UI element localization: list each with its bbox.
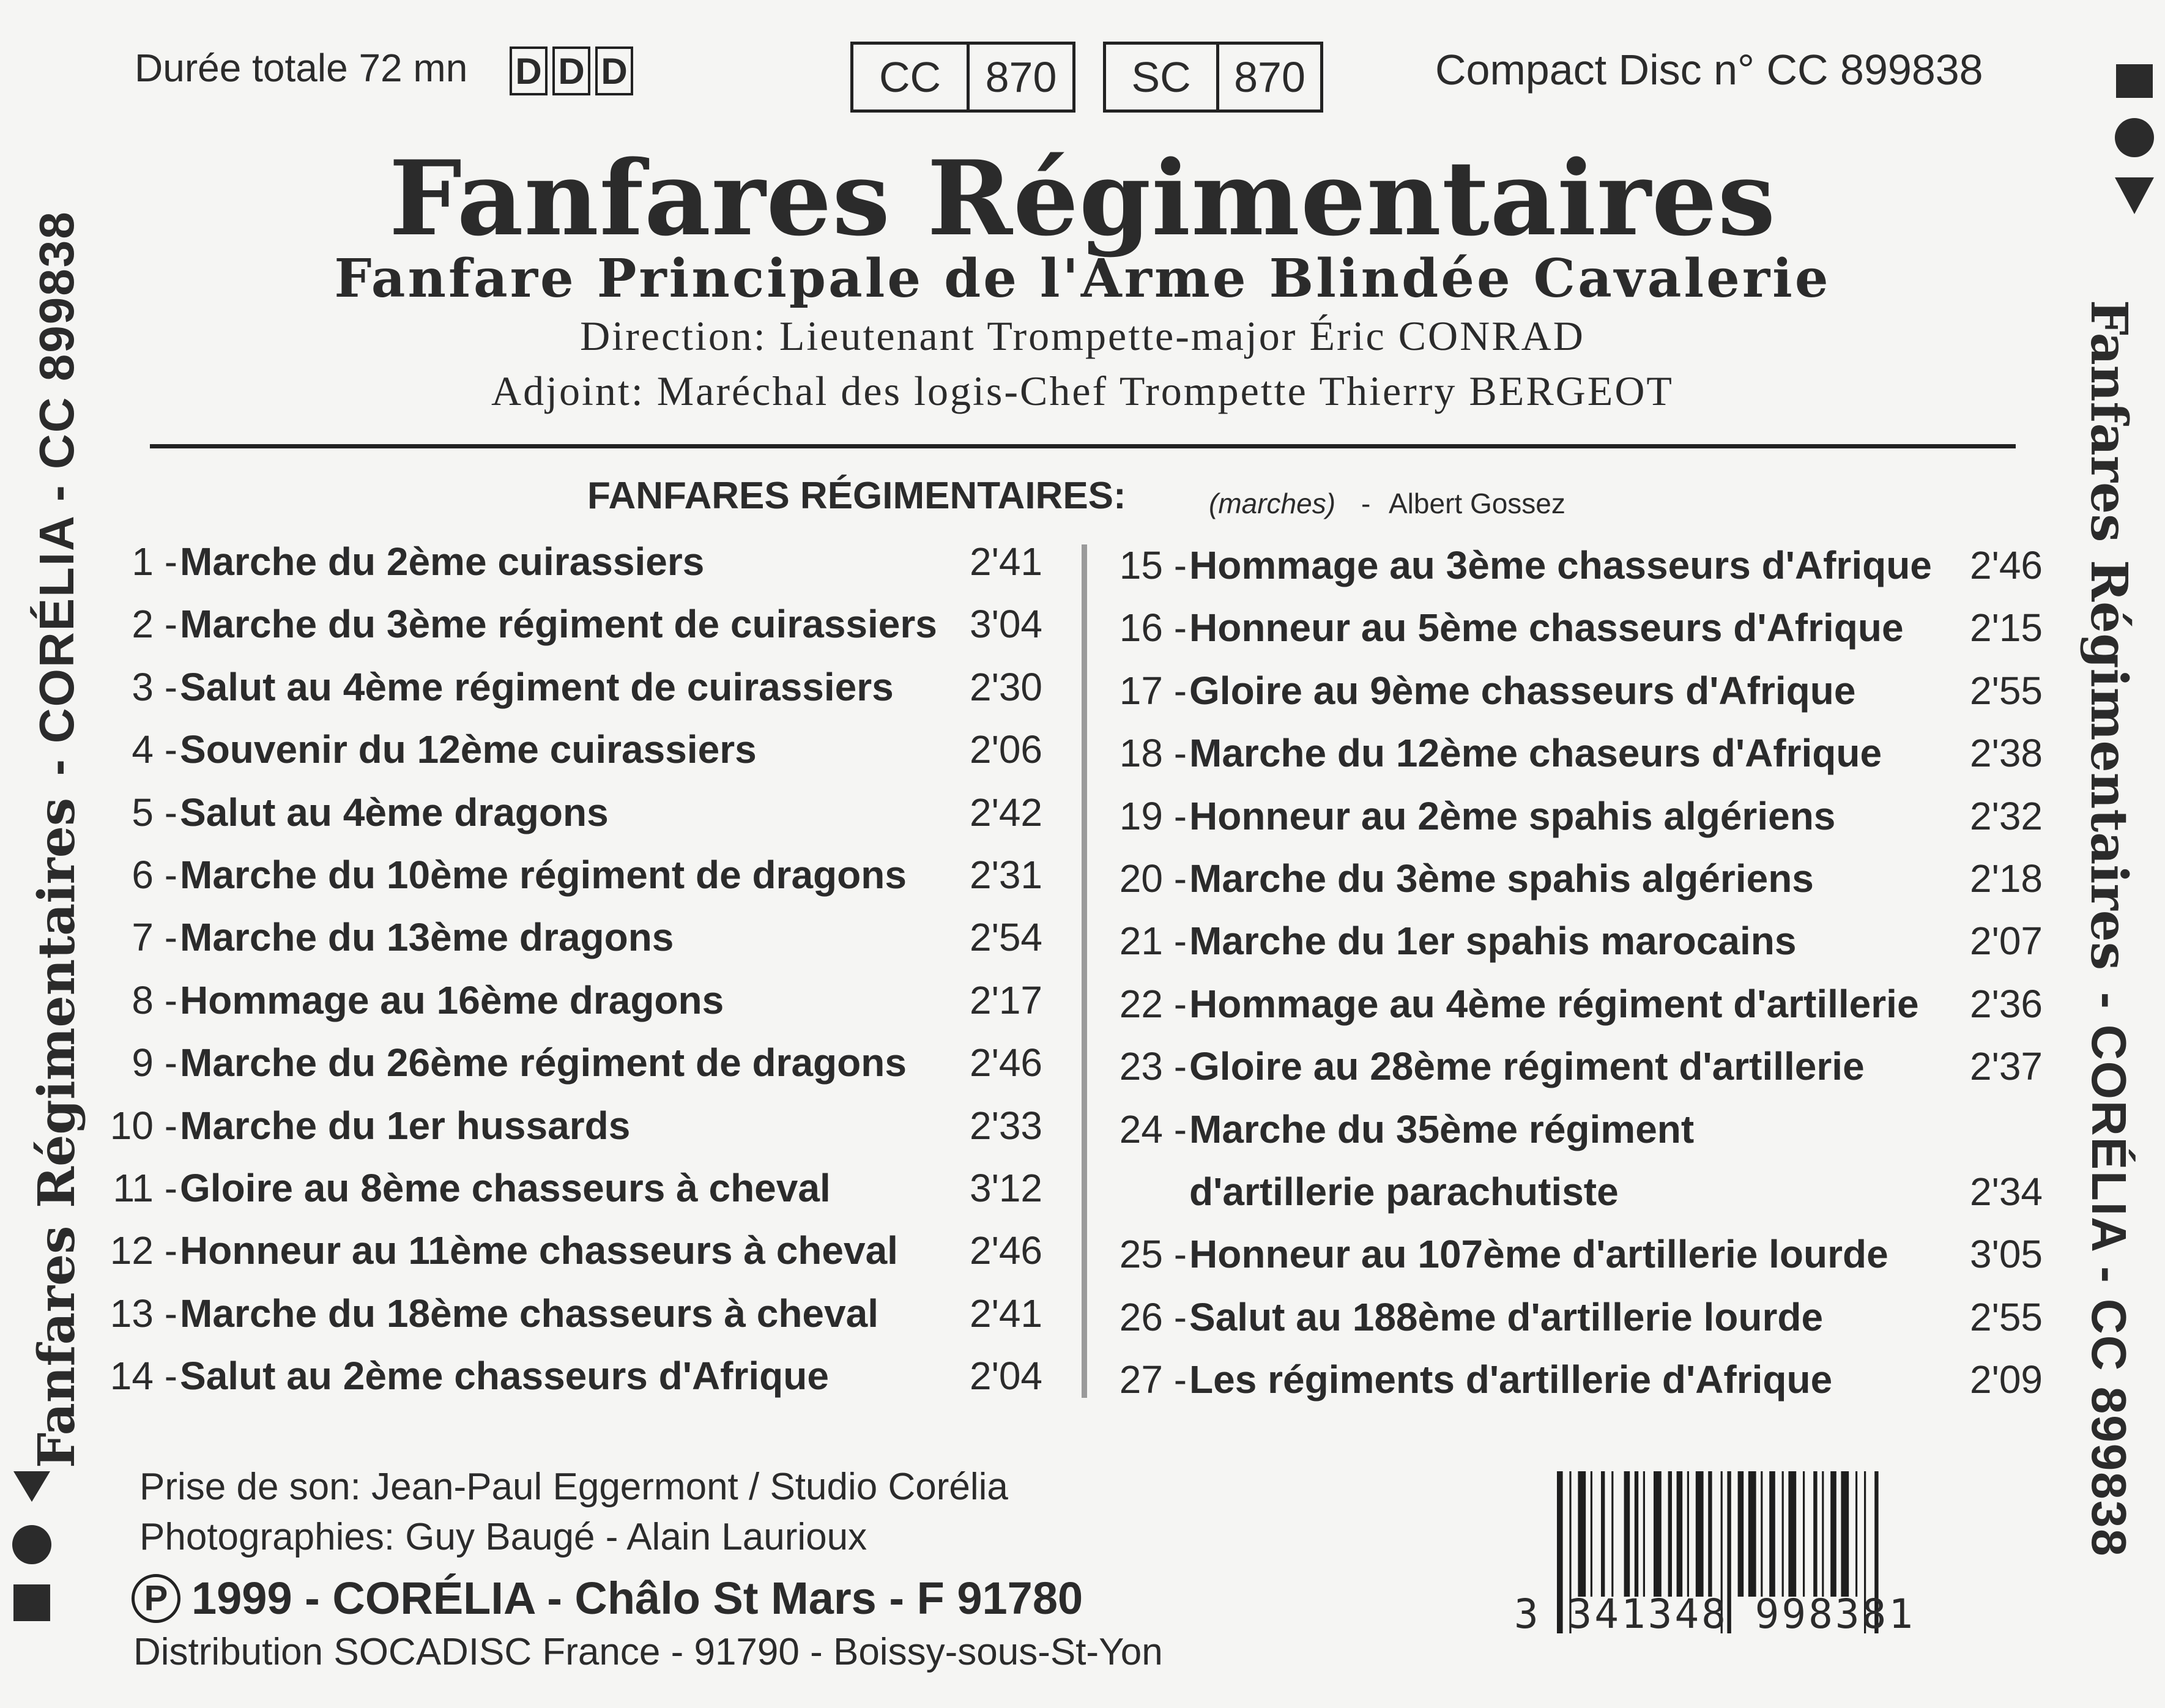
track-row (67, 844, 1071, 905)
track-number: 24 - (1119, 1107, 1187, 1151)
barcode-bar (1769, 1471, 1775, 1597)
track-title: Salut au 4ème dragons (180, 790, 609, 834)
track-row (1089, 1161, 2068, 1222)
track-row (67, 1283, 1071, 1344)
track-row (1089, 1036, 2068, 1097)
copyright-text: 1999 - CORÉLIA - Châlo St Mars - F 91780 (191, 1573, 1083, 1624)
barcode-bar (1643, 1471, 1645, 1597)
track-duration: 2'41 (970, 540, 1042, 584)
track-duration: 2'46 (970, 1228, 1042, 1273)
track-title: Hommage au 16ème dragons (180, 978, 724, 1022)
barcode-bar (1635, 1471, 1638, 1597)
title-divider (150, 444, 2016, 448)
track-title: Les régiments d'artillerie d'Afrique (1189, 1357, 1833, 1402)
track-row (1089, 973, 2068, 1034)
album-title: Fanfares Régimentaires (388, 138, 1777, 259)
track-duration: 2'15 (1970, 606, 2043, 650)
track-duration: 2'32 (1970, 793, 2043, 838)
sc-code-label: SC (1131, 53, 1191, 101)
track-title: Gloire au 8ème chasseurs à cheval (180, 1166, 831, 1210)
track-title: Marche du 1er spahis marocains (1189, 919, 1797, 964)
track-duration: 2'04 (970, 1354, 1042, 1398)
track-row (1089, 1287, 2068, 1348)
sc-code-box (1103, 42, 1323, 113)
track-duration: 3'05 (1970, 1232, 2043, 1277)
barcode-bar (1803, 1471, 1805, 1597)
track-number: 21 - (1119, 919, 1187, 964)
track-number: 1 - (132, 540, 177, 584)
barcode-bar (1761, 1471, 1762, 1597)
track-row (67, 593, 1071, 655)
track-title: Marche du 10ème régiment de dragons (180, 853, 907, 897)
barcode-bar (1813, 1471, 1817, 1597)
track-duration: 2'06 (970, 727, 1042, 772)
track-duration: 2'07 (1970, 919, 2043, 964)
barcode-bar (1611, 1471, 1613, 1597)
compact-disc-number: Compact Disc n° CC 899838 (1435, 46, 1983, 94)
square-circle-triangle-logo (7, 1465, 56, 1649)
spine-title: Fanfares Régimentaires (2079, 300, 2138, 971)
track-row (67, 1157, 1071, 1219)
track-duration: 2'55 (1970, 668, 2043, 713)
track-number: 2 - (132, 602, 177, 647)
track-duration: 2'30 (970, 664, 1042, 709)
track-duration: 2'17 (970, 978, 1042, 1022)
track-title: Marche du 3ème régiment de cuirassiers (180, 602, 937, 647)
track-row (67, 907, 1071, 968)
track-row (67, 719, 1071, 780)
barcode-bar (1748, 1471, 1756, 1597)
barcode-bar (1822, 1471, 1824, 1597)
track-number: 3 - (132, 664, 177, 709)
ddd-code-badge (510, 46, 633, 95)
section-composer: Albert Gossez (1389, 488, 1565, 519)
barcode-digits: 3 341348 998381 (1514, 1591, 1916, 1638)
track-title: Marche du 13ème dragons (180, 915, 674, 960)
album-subtitle: Fanfare Principale de l'Arme Blindée Cavalerie (334, 248, 1831, 310)
track-row (1089, 597, 2068, 658)
ddd-letter: D (595, 46, 633, 95)
track-number: 6 - (132, 853, 177, 897)
track-number: 9 - (132, 1041, 177, 1085)
section-heading: FANFARES RÉGIMENTAIRES: (587, 475, 1126, 517)
barcode-bar (1855, 1471, 1857, 1597)
track-duration: 2'41 (970, 1291, 1042, 1335)
track-number: 20 - (1119, 856, 1187, 900)
track-row (67, 782, 1071, 843)
track-number: 10 - (110, 1103, 177, 1148)
track-duration: 2'42 (970, 790, 1042, 834)
left-spine (28, 210, 86, 1468)
barcode-bar (1578, 1471, 1586, 1597)
track-title: Honneur au 107ème d'artillerie lourde (1189, 1232, 1888, 1277)
barcode-bar (1624, 1471, 1630, 1597)
track-title: Souvenir du 12ème cuirassiers (180, 727, 757, 772)
track-duration: 2'37 (1970, 1044, 2043, 1089)
barcode-bar (1591, 1471, 1592, 1597)
barcode-bar (1696, 1471, 1704, 1597)
section-dash: - (1361, 488, 1371, 519)
phonogram-icon: P (132, 1574, 180, 1623)
track-duration: 2'36 (1970, 981, 2043, 1026)
track-duration: 2'18 (1970, 856, 2043, 900)
track-row (1089, 1099, 2068, 1160)
track-number: 15 - (1119, 543, 1187, 587)
track-duration: 3'12 (970, 1166, 1042, 1210)
barcode-bar (1782, 1471, 1784, 1597)
barcode-bar (1788, 1471, 1796, 1597)
track-number: 22 - (1119, 981, 1187, 1026)
barcode-bar (1668, 1471, 1672, 1597)
cc-code-value: 870 (967, 45, 1072, 110)
track-duration: 2'54 (970, 915, 1042, 960)
track-row (67, 1345, 1071, 1406)
track-row (1089, 848, 2068, 909)
spine-label: - CORÉLIA - CC 899838 (29, 210, 84, 776)
track-number: 4 - (132, 727, 177, 772)
track-duration: 2'38 (1970, 731, 2043, 776)
track-title: Marche du 18ème chasseurs à cheval (180, 1291, 878, 1335)
track-title: Hommage au 4ème régiment d'artillerie (1189, 981, 1919, 1026)
track-row (67, 1032, 1071, 1093)
track-title: Marche du 26ème régiment de dragons (180, 1041, 907, 1085)
track-duration: 2'33 (970, 1103, 1042, 1148)
track-number: 19 - (1119, 793, 1187, 838)
ddd-letter: D (552, 46, 590, 95)
track-number: 8 - (132, 978, 177, 1022)
sc-code-value: 870 (1216, 45, 1320, 110)
barcode-bar (1708, 1471, 1712, 1597)
barcode-bar (1601, 1471, 1605, 1597)
spine-title: Fanfares Régimentaires (28, 797, 86, 1468)
track-duration: 3'04 (970, 602, 1042, 647)
track-number: 5 - (132, 790, 177, 834)
square-circle-triangle-logo (2109, 58, 2161, 242)
track-row (1089, 660, 2068, 721)
track-number: 11 - (113, 1166, 177, 1210)
track-number: 25 - (1119, 1232, 1187, 1277)
right-spine (2079, 300, 2138, 1558)
cc-code-label: CC (878, 53, 941, 101)
track-duration: 2'55 (1970, 1294, 2043, 1339)
track-row (1089, 1349, 2068, 1410)
track-number: 14 - (110, 1354, 177, 1398)
track-row (1089, 722, 2068, 784)
spine-label: - CORÉLIA - CC 899838 (2082, 992, 2136, 1558)
track-row (1089, 910, 2068, 971)
track-number: 18 - (1119, 731, 1187, 776)
track-title: Hommage au 3ème chasseurs d'Afrique (1189, 543, 1932, 587)
cc-code-box (850, 42, 1075, 113)
track-duration: 2'31 (970, 853, 1042, 897)
track-number: 23 - (1119, 1044, 1187, 1089)
distribution-credit: Distribution SOCADISC France - 91790 - Boissy-sous-St-Yon (133, 1631, 1163, 1673)
total-duration: Durée totale 72 mn (135, 46, 468, 90)
track-title: Honneur au 2ème spahis algériens (1189, 793, 1836, 838)
track-number: 7 - (132, 915, 177, 960)
track-title: Gloire au 9ème chasseurs d'Afrique (1189, 668, 1856, 713)
track-row (67, 970, 1071, 1031)
column-divider (1082, 544, 1087, 1398)
track-row (67, 656, 1071, 718)
track-row (1089, 1223, 2068, 1285)
track-title: Marche du 35ème régiment (1189, 1107, 1695, 1151)
track-title: Marche du 1er hussards (180, 1103, 631, 1148)
adjoint-credit: Adjoint: Maréchal des logis-Chef Trompette Thierry BERGEOT (491, 368, 1674, 414)
copyright-line (132, 1572, 1083, 1624)
barcode-bar (1830, 1471, 1836, 1597)
barcode-bar (1841, 1471, 1849, 1597)
track-number: 13 - (110, 1291, 177, 1335)
barcode-bar (1738, 1471, 1744, 1597)
track-title: Honneur au 11ème chasseurs à cheval (180, 1228, 898, 1273)
track-title: Marche du 12ème chaseurs d'Afrique (1189, 731, 1882, 776)
track-number: 17 - (1119, 668, 1187, 713)
section-note: (marches) (1209, 488, 1336, 519)
track-number: 12 - (110, 1228, 177, 1273)
track-row (67, 531, 1071, 592)
track-title: Honneur au 5ème chasseurs d'Afrique (1189, 606, 1904, 650)
track-number: 16 - (1119, 606, 1187, 650)
track-number: 27 - (1119, 1357, 1187, 1402)
track-title: Salut au 4ème régiment de cuirassiers (180, 664, 894, 709)
track-row (1089, 785, 2068, 847)
track-title: Salut au 188ème d'artillerie lourde (1189, 1294, 1824, 1339)
barcode-bar (1687, 1471, 1689, 1597)
track-duration: 2'46 (970, 1041, 1042, 1085)
track-title: d'artillerie parachutiste (1189, 1170, 1619, 1214)
track-duration: 2'34 (1970, 1170, 2043, 1214)
track-row (67, 1220, 1071, 1281)
recording-credit: Prise de son: Jean-Paul Eggermont / Studio Corélia (139, 1466, 1008, 1508)
track-title: Marche du 2ème cuirassiers (180, 540, 705, 584)
direction-credit: Direction: Lieutenant Trompette-major Éric CONRAD (580, 313, 1585, 359)
track-title: Marche du 3ème spahis algériens (1189, 856, 1814, 900)
photo-credit: Photographies: Guy Baugé - Alain Laurioux (139, 1516, 867, 1558)
track-title: Gloire au 28ème régiment d'artillerie (1189, 1044, 1865, 1089)
track-row (1089, 535, 2068, 596)
barcode-bar (1677, 1471, 1683, 1597)
ddd-letter: D (510, 46, 548, 95)
track-row (67, 1095, 1071, 1156)
barcode-bar (1654, 1471, 1662, 1597)
track-duration: 2'46 (1970, 543, 2043, 587)
track-duration: 2'09 (1970, 1357, 2043, 1402)
track-title: Salut au 2ème chasseurs d'Afrique (180, 1354, 829, 1398)
track-number: 26 - (1119, 1294, 1187, 1339)
